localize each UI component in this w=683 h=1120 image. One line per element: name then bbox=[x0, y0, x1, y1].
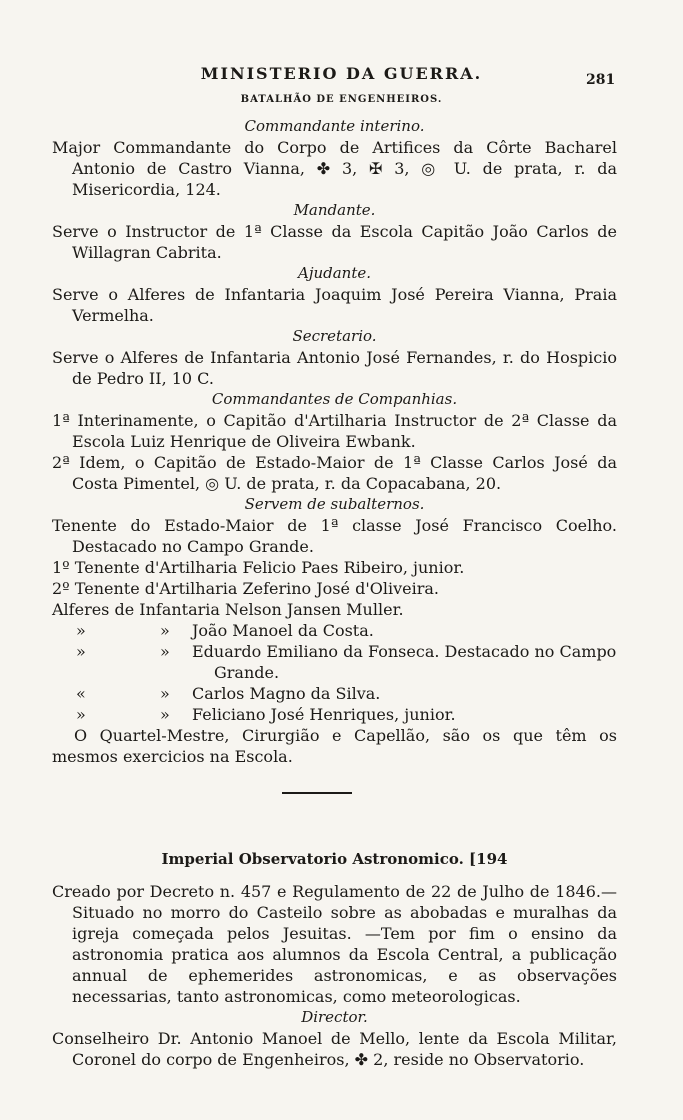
running-title: MINISTERIO DA GUERRA. bbox=[200, 64, 483, 83]
entry-ajudante: Serve o Alferes de Infantaria Joaquim José Pereira Vianna, Praia Vermelha. bbox=[52, 285, 617, 325]
heading-director: Director. bbox=[301, 1008, 368, 1026]
ditto-row bbox=[52, 620, 617, 641]
entry-subalterno-1: Tenente do Estado-Maior de 1ª classe José Francisco Coelho. Destacado no Campo Grande. bbox=[52, 516, 617, 556]
ditto-mark: » bbox=[160, 642, 170, 661]
section-divider bbox=[282, 792, 352, 794]
ditto-mark: » bbox=[76, 705, 86, 724]
ditto-mark: » bbox=[76, 621, 86, 640]
ditto-mark: » bbox=[160, 621, 170, 640]
ditto-name: João Manoel da Costa. bbox=[192, 621, 374, 640]
ditto-name: Eduardo Emiliano da Fonseca. Destacado no Campo Grande. bbox=[192, 642, 617, 682]
heading-ajudante: Ajudante. bbox=[297, 264, 372, 282]
observatorio-title: Imperial Observatorio Astronomico. [194 bbox=[161, 850, 508, 868]
entry-commandante: Major Commandante do Corpo de Artifices da Côrte Bacharel Antonio de Castro Vianna, ✤ 3, ✠ 3, ◎ U. de prata, r. da Misericordia, 124. bbox=[52, 138, 617, 199]
entry-secretario: Serve o Alferes de Infantaria Antonio José Fernandes, r. do Hospicio de Pedro II, 10 C. bbox=[52, 348, 617, 388]
observatorio-section bbox=[52, 847, 617, 1070]
page-number: 281 bbox=[586, 72, 616, 88]
entry-subalterno-4: Alferes de Infantaria Nelson Jansen Muller. bbox=[52, 600, 404, 619]
heading-commandante-interino: Commandante interino. bbox=[244, 117, 425, 135]
heading-subalternos: Servem de subalternos. bbox=[244, 495, 425, 513]
heading-mandante: Mandante. bbox=[293, 201, 376, 219]
battalion-section bbox=[52, 116, 617, 767]
entry-subalterno-3: 2º Tenente d'Artilharia Zeferino José d'Oliveira. bbox=[52, 579, 439, 598]
observatorio-description: Creado por Decreto n. 457 e Regulamento de 22 de Julho de 1846.— Situado no morro do Casteilo sobre as abobadas e muralhas da igreja começada pelos Jesuitas. —Tem por fim o ensino da astronomia pratica aos alumnos da Escola Central, a publicação annual de ephemerides astronomicas, e as observações necessarias, tanto astronomicas, como meteorologicas. bbox=[52, 882, 617, 1006]
ditto-row bbox=[52, 704, 617, 725]
ditto-mark: « bbox=[76, 684, 86, 703]
ditto-row bbox=[52, 641, 617, 683]
entry-subalterno-2: 1º Tenente d'Artilharia Felicio Paes Ribeiro, junior. bbox=[52, 558, 465, 577]
entry-companhia-2: 2ª Idem, o Capitão de Estado-Maior de 1ª Classe Carlos José da Costa Pimentel, ◎ U. de prata, r. da Copacabana, 20. bbox=[52, 453, 617, 493]
heading-secretario: Secretario. bbox=[292, 327, 377, 345]
ditto-mark: » bbox=[76, 642, 86, 661]
ditto-name: Carlos Magno da Silva. bbox=[192, 684, 381, 703]
entry-companhia-1: 1ª Interinamente, o Capitão d'Artilharia Instructor de 2ª Classe da Escola Luiz Henrique de Oliveira Ewbank. bbox=[52, 411, 617, 451]
entry-director: Conselheiro Dr. Antonio Manoel de Mello, lente da Escola Militar, Coronel do corpo de Engenheiros, ✤ 2, reside no Observatorio. bbox=[52, 1029, 617, 1069]
ditto-mark: » bbox=[160, 684, 170, 703]
entry-mandante: Serve o Instructor de 1ª Classe da Escola Capitão João Carlos de Willagran Cabrita. bbox=[52, 222, 617, 262]
ditto-row bbox=[52, 683, 617, 704]
section-subtitle: BATALHÃO DE ENGENHEIROS. bbox=[240, 94, 443, 105]
heading-companhias: Commandantes de Companhias. bbox=[211, 390, 458, 408]
ditto-name: Feliciano José Henriques, junior. bbox=[192, 705, 456, 724]
ditto-mark: » bbox=[160, 705, 170, 724]
closing-note: O Quartel-Mestre, Cirurgião e Capellão, são os que têm os mesmos exercicios na Escola. bbox=[52, 726, 617, 766]
